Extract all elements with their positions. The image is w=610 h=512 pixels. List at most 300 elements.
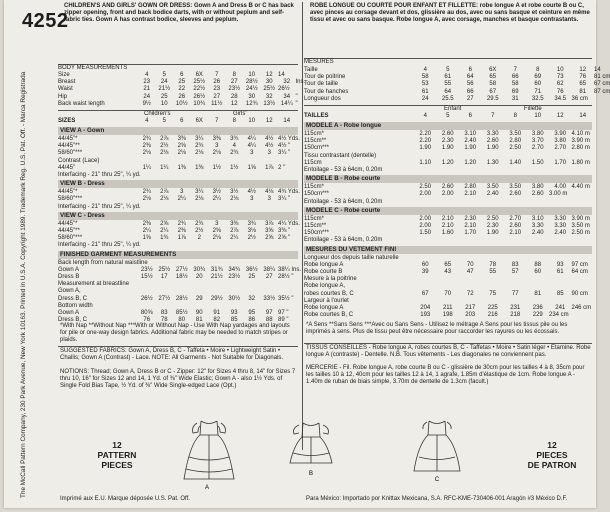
cell: 12: [265, 118, 273, 124]
cell: 25½: [263, 86, 276, 93]
row-label: Tour de taille: [304, 81, 339, 88]
cell: 55: [489, 269, 497, 275]
cell: 25½: [158, 266, 171, 273]
cell: 97 ": [278, 310, 289, 317]
cell: 14: [594, 67, 601, 73]
cell: 3½: [230, 189, 239, 196]
cell: 4½ ": [278, 143, 291, 150]
table-row: [304, 312, 592, 319]
cell: 90: [195, 310, 203, 317]
cell: 6: [180, 118, 184, 124]
row-label: Gown A: [58, 310, 80, 317]
cell: 2½: [247, 235, 256, 242]
cell: 2.00: [419, 191, 432, 198]
cell: 76: [556, 88, 564, 95]
cell: 26½: [278, 86, 290, 93]
cell: 30: [265, 79, 273, 86]
cell: 198: [442, 312, 453, 319]
cell: 1.10: [419, 159, 432, 166]
cell: 65: [579, 81, 587, 88]
cell: 2⅛: [212, 235, 221, 242]
table-row: [304, 283, 592, 290]
cell: 89 ": [278, 317, 289, 324]
cell: 2⅛: [177, 150, 186, 157]
cell: 26: [178, 93, 186, 100]
cell: 2.40: [531, 230, 544, 237]
section-header: VIEW A - Gown: [58, 127, 298, 135]
cell: 14¼: [280, 100, 293, 107]
cell: 2.60: [509, 191, 522, 198]
cell: 24: [143, 93, 151, 100]
cell: 4: [232, 143, 236, 150]
table-row: [304, 255, 592, 262]
row-label: Longueur dos: [304, 95, 341, 102]
cell: 34.5: [554, 95, 567, 102]
cell: 1¾: [160, 235, 169, 242]
cell: 1.90: [419, 145, 432, 152]
cell: 32.5: [531, 95, 544, 102]
cell: 3⅜: [230, 220, 239, 227]
cell: 7: [513, 67, 517, 73]
measurement-table: [58, 136, 298, 179]
cell: 33½: [263, 295, 276, 302]
cell: 2¾: [195, 220, 204, 227]
cell: 62: [556, 81, 564, 88]
cell: 4: [423, 113, 427, 119]
cell: 2.80: [464, 184, 477, 191]
cell: 211: [442, 305, 453, 312]
cell: 2¾: [142, 189, 151, 196]
section-header: MODELE C - Robe courte: [304, 207, 592, 215]
cell: 80: [178, 317, 186, 324]
cell: 61: [444, 74, 452, 81]
cell: 3: [215, 143, 219, 150]
cell: 76: [579, 74, 587, 81]
cell: 88: [534, 261, 542, 268]
cell: 4½: [265, 143, 274, 150]
table-row: [304, 276, 592, 283]
cell: 12¾: [245, 100, 258, 107]
row-label: Taille: [304, 67, 318, 73]
cell: 193: [420, 312, 431, 319]
row-label: 115cm*: [304, 215, 324, 222]
cell: 38¼ Ins.: [278, 266, 302, 273]
section-header: FINISHED GARMENT MEASUREMENTS: [58, 251, 298, 259]
cell: 91: [213, 310, 221, 317]
cell: 85: [230, 317, 238, 324]
section-header: MODELE A - Robe longue: [304, 122, 592, 130]
cell: 3.30: [486, 131, 499, 137]
table-row: [58, 228, 298, 235]
cell: 26½: [193, 93, 206, 100]
cell: 2.70: [509, 215, 522, 222]
table-row: [58, 204, 298, 211]
cell: 29.5: [486, 95, 499, 102]
header-description-fr: ROBE LONGUE OU COURTE POUR ENFANT ET FILLETTE: robe longue A et robe courte B ou C, avec pinces au corsage devant et dos, glissière au dos, avec ou sans basque et ceinture en même tissu et avec ou sans basque. Robe longue A, avec corsage, manches et basque contrastants.: [310, 3, 590, 24]
cell: 83: [160, 310, 168, 317]
notions-en: NOTIONS: Thread; Gown A, Dress B or C - Zipper: 12" for Sizes 4 thru 8, 14" for Sizes 7 thru 10, 16" for Sizes 12 and 14, 1 Yd. of ⅜" Wide Elastic; Gown A - also 1½ Yds. of Single Fold Bias Tape, ½ Yd. of ⅜" Wide Single-edged Lace (Opt.): [60, 369, 296, 389]
cell: 2⅛: [195, 150, 204, 157]
cell: 61: [556, 269, 564, 275]
cell: 6: [468, 67, 472, 73]
row-label: 44/45"*: [58, 136, 78, 142]
table-row: [58, 266, 302, 274]
cell: 97: [265, 310, 273, 317]
row-label: Interfacing - 21" thru 25", ¼ yd.: [58, 203, 141, 210]
row-label: Back length from natural waistline: [58, 259, 148, 266]
row-label: Entoilage - 53 à 64cm, 0.20m: [304, 237, 383, 244]
table-row: [304, 262, 592, 269]
cell: 2⅞: [160, 136, 169, 142]
column-group-heading: Girls': [233, 111, 247, 117]
cell: 53: [421, 81, 429, 88]
row-label: Dress B, C: [58, 295, 88, 302]
cell: 27: [230, 79, 238, 86]
row-label: Robe longue A,: [304, 283, 346, 290]
nap-note-en: *With Nap **Without Nap ***With or Without Nap - Use With Nap yardages and layouts for pile or one-way design fabrics. Additional fabric may be needed to match stripes or plaids.: [60, 323, 290, 343]
cell: 2⅜: [177, 228, 186, 234]
cell: 72: [466, 290, 474, 297]
row-label: Mesure à la poitrine: [304, 276, 357, 283]
table-row: [304, 67, 601, 74]
row-label: Breast: [58, 79, 76, 86]
cell: 10¾: [193, 100, 206, 107]
cell: 3.70: [531, 138, 544, 145]
measurement-table: [304, 184, 592, 206]
table-row: [58, 79, 306, 86]
nap-note-fr: *A Sens **Sans Sens ***Avec ou Sans Sens - Utilisez le métrage A Sens pour les tissus pile ou les imprimés à sens. Plus de tissu peut être nécessaire pour raccorder les rayures ou les écossais.: [306, 322, 568, 335]
table-row: [58, 136, 298, 143]
cell: 2: [197, 235, 201, 242]
cell: 6: [180, 72, 184, 78]
cell: 64 cm: [571, 269, 588, 275]
cell: 36 cm: [571, 95, 588, 102]
cell: 34: [283, 93, 291, 100]
column-group-heading: Children's: [144, 111, 171, 117]
cell: 3: [180, 189, 184, 196]
cell: 3.80: [554, 138, 567, 145]
cell: 3¼: [195, 136, 204, 142]
table-row: [58, 288, 298, 295]
cell: 5: [162, 72, 166, 78]
cell: 56: [466, 81, 474, 88]
cell: 7: [491, 113, 495, 119]
cell: 10: [248, 72, 256, 78]
cell: 2.30: [486, 223, 499, 229]
cell: 2¼: [230, 235, 239, 242]
cell: 2⅝: [265, 235, 274, 242]
cell: 7: [215, 118, 219, 124]
cell: 2⅛: [212, 150, 221, 157]
table-row: [58, 118, 298, 125]
sizes-row: [58, 118, 298, 125]
cell: 2⅝: [177, 143, 186, 150]
table-row: [58, 310, 298, 317]
cell: 3.90: [554, 131, 567, 137]
cell: 2.20: [419, 138, 432, 145]
cell: 2.00: [419, 215, 432, 222]
cell: 1.50: [419, 230, 432, 237]
cell: 76: [143, 317, 151, 324]
row-label: Interfacing - 21" thru 25", ¼ yd.: [58, 242, 141, 249]
cell: 93: [230, 310, 238, 317]
cell: 4.40 m: [571, 184, 590, 191]
cell: 65: [444, 261, 452, 268]
cell: 81: [534, 290, 542, 297]
cell: 6X: [195, 72, 203, 78]
cell: 236: [532, 305, 543, 312]
cell: 2.10: [464, 223, 477, 229]
cell: 10: [160, 100, 168, 107]
cell: 1.70: [464, 230, 477, 237]
pattern-number: 4252: [22, 10, 69, 32]
cell: 75: [489, 290, 497, 297]
cell: 27½: [175, 266, 188, 273]
cell: 93: [556, 261, 564, 268]
cell: 3.30: [554, 223, 567, 229]
measurement-table: [58, 72, 306, 108]
cell: 61: [421, 88, 429, 95]
table-row: [304, 167, 592, 174]
cell: 29: [195, 295, 203, 302]
cell: 3⅛: [247, 228, 256, 234]
table-row: [304, 74, 610, 81]
cell: 3⅜: [212, 136, 221, 142]
cell: 28½ ": [278, 274, 294, 280]
cell: 80⅝: [140, 310, 153, 317]
cell: 2.30: [464, 215, 477, 222]
cell: 67: [489, 88, 497, 95]
pattern-pieces-en: 12 PATTERN PIECES: [97, 440, 137, 470]
footer-en: Imprimé aux E.U. Marque déposée U.S. Pat. Off.: [60, 496, 190, 502]
table-row: [304, 298, 592, 305]
row-label: Interfacing - 21" thru 25", ¼ yd.: [58, 172, 141, 179]
table-row: [58, 242, 298, 249]
table-row: [304, 230, 592, 237]
cell: 8: [232, 72, 236, 78]
cell: 229: [532, 312, 543, 319]
measurement-table: [58, 221, 298, 250]
cell: 3⅝: [265, 228, 274, 234]
cell: 204: [420, 305, 431, 312]
cell: 20: [195, 274, 203, 280]
cell: 30: [248, 93, 256, 100]
cell: 21½: [158, 86, 171, 93]
cell: 25½: [193, 79, 206, 86]
row-label: 44/45"**: [58, 228, 80, 234]
cell: 5: [446, 113, 450, 119]
cell: 2.60: [531, 191, 544, 198]
table-row: [58, 235, 298, 242]
cell: 218: [510, 312, 521, 319]
cell: 81: [579, 88, 587, 95]
cell: 2.50: [509, 145, 522, 152]
cell: 18½: [175, 274, 188, 280]
row-label: 44/45"**: [58, 143, 80, 150]
cell: 58: [489, 81, 497, 88]
cell: 30¾: [193, 266, 206, 273]
cell: 90 cm: [571, 290, 588, 297]
cell: 2⅛: [160, 196, 169, 203]
cell: 36½: [245, 266, 258, 273]
cell: 67: [421, 290, 429, 297]
row-label: Tour de poitrine: [304, 74, 346, 81]
measurement-table: [304, 131, 592, 174]
cell: 69: [511, 88, 519, 95]
cell: 39: [421, 269, 429, 275]
cell: 9½: [142, 100, 151, 107]
cell: 2.20: [419, 131, 432, 137]
cell: 78: [489, 261, 497, 268]
gown-a-sketch: [184, 421, 234, 479]
table-row: [304, 160, 592, 167]
section-header: VIEW C - Dress: [58, 212, 298, 220]
cell: 64: [466, 74, 474, 81]
row-label: robes courtes B, C: [304, 290, 354, 297]
cell: 23: [143, 79, 151, 86]
cell: 14: [579, 113, 587, 119]
divider: [58, 346, 298, 347]
cell: 64: [444, 88, 452, 95]
cell: 1.90: [486, 145, 499, 152]
cell: 2⅛: [195, 196, 204, 203]
cell: 2.60: [486, 138, 499, 145]
cell: 2⅝: [212, 228, 221, 234]
measurement-table: [58, 259, 302, 325]
cell: 21: [143, 86, 151, 93]
cell: 2.60: [509, 223, 522, 229]
header-description-en: CHILDREN'S AND GIRLS' GOWN OR DRESS: Gown A and Dress B or C has back zipper opening, front and back bodice darts, with or without peplum and self-fabric ties. Gown A has contrast bodice, sleeves and peplum.: [64, 3, 294, 24]
cell: 2⅜: [142, 143, 151, 150]
column-group-heading: Fillette: [524, 106, 542, 112]
cell: 1¼: [142, 164, 151, 171]
cell: 4½ Yds.: [278, 136, 300, 142]
cell: 3.30: [554, 215, 567, 222]
cell: 27: [265, 274, 273, 280]
cell: 2½: [195, 228, 204, 234]
column-group-heading: Enfant: [444, 106, 462, 112]
cell: 2¼: [142, 228, 151, 234]
cell: 3.90 m: [571, 215, 590, 222]
cell: 1⅝: [247, 164, 256, 171]
cell: 10: [534, 113, 542, 119]
cell: 60: [534, 269, 542, 275]
cell: 3⅞: [265, 220, 274, 227]
table-row: [58, 189, 298, 196]
cell: 87 cm: [594, 88, 610, 95]
cell: 4¾ Yds.: [278, 189, 300, 196]
table-row: [58, 296, 298, 303]
suggested-fabrics-fr: TISSUS CONSEILLES - Robe longue A, robes courtes B, C - Taffetas • Moire • Satin léger • Etamine. Robe longue A (contraste) - Dentelle. N.B. Tous vêtements - Les diagonales ne conviennent pas.: [306, 345, 591, 358]
cell: 3: [267, 196, 271, 203]
cell: 4: [145, 118, 149, 124]
cell: 2.50: [419, 184, 432, 191]
cell: 2⅛: [160, 150, 169, 157]
row-label: Entoilage - 53 à 64cm, 0.20m: [304, 167, 383, 174]
cell: 231: [510, 305, 521, 312]
row-label: Measurement at breastline: [58, 281, 130, 288]
table-row: [58, 172, 298, 179]
cell: 70: [466, 261, 474, 268]
cell: 71: [534, 88, 542, 95]
cell: 4.00: [554, 184, 567, 191]
cell: 241: [555, 305, 566, 312]
cell: 1⅜: [177, 164, 186, 171]
table-row: [304, 237, 592, 244]
table-row: [304, 81, 610, 88]
cell: 70: [444, 290, 452, 297]
body-measurements-title: BODY MEASUREMENTS: [58, 65, 128, 71]
cell: 4⅛: [265, 189, 274, 196]
cell: 3.10: [531, 215, 544, 222]
cell: 27: [213, 93, 221, 100]
cell: 85½: [175, 310, 188, 317]
cell: 4¼: [247, 136, 256, 142]
cell: 4: [423, 67, 427, 73]
row-label: Back waist length: [58, 100, 105, 107]
cell: 17: [160, 274, 168, 280]
cell: 5: [162, 118, 166, 124]
cell: 4½: [265, 136, 274, 142]
cell: 85: [556, 290, 564, 297]
cell: 24: [160, 79, 168, 86]
cell: 21½: [210, 274, 223, 280]
cell: 58: [421, 74, 429, 81]
cell: 2.40: [554, 230, 567, 237]
table-row: [58, 72, 298, 79]
cell: 4: [145, 72, 149, 78]
cell: 1.20: [441, 159, 454, 166]
row-label: Dress B, C: [58, 317, 88, 324]
row-label: 150cm***: [304, 230, 330, 237]
cell: 67 cm: [594, 81, 610, 88]
cell: 3¼ ": [278, 196, 291, 203]
table-row: [304, 138, 592, 145]
cell: 23½: [228, 86, 241, 93]
cell: 3.50: [509, 131, 522, 137]
table-row: [304, 113, 592, 120]
cell: 2¾: [142, 136, 151, 142]
cell: 2¾: [177, 220, 186, 227]
table-row: [58, 158, 298, 165]
cell: 15½: [140, 274, 153, 280]
cell: 2.70: [554, 145, 567, 152]
cell: Ins.: [295, 79, 306, 86]
row-label: 44/45"*: [58, 189, 78, 196]
cell: 81: [195, 317, 203, 324]
table-row: [304, 305, 592, 312]
cell: 3: [215, 220, 219, 227]
cell: 3.30: [531, 223, 544, 229]
measurement-table: [304, 255, 592, 320]
measurement-table: [304, 67, 610, 103]
row-label: Robe longue A: [304, 261, 344, 268]
table-row: [58, 281, 298, 288]
cell: 12: [556, 113, 564, 119]
cell: 29½: [210, 295, 223, 302]
cell: 225: [487, 305, 498, 312]
table-row: [304, 131, 592, 138]
cell: 2⅜: [142, 220, 151, 227]
row-label: Contrast (Lace): [58, 157, 100, 164]
cell: 34¾: [228, 266, 241, 273]
cell: 4¼: [247, 143, 256, 150]
cell: 2.30: [441, 138, 454, 145]
cell: 23: [213, 86, 221, 93]
cell: 3.50: [486, 184, 499, 191]
cell: 2.50 m: [571, 230, 590, 237]
row-label: Bottom width: [58, 302, 93, 309]
